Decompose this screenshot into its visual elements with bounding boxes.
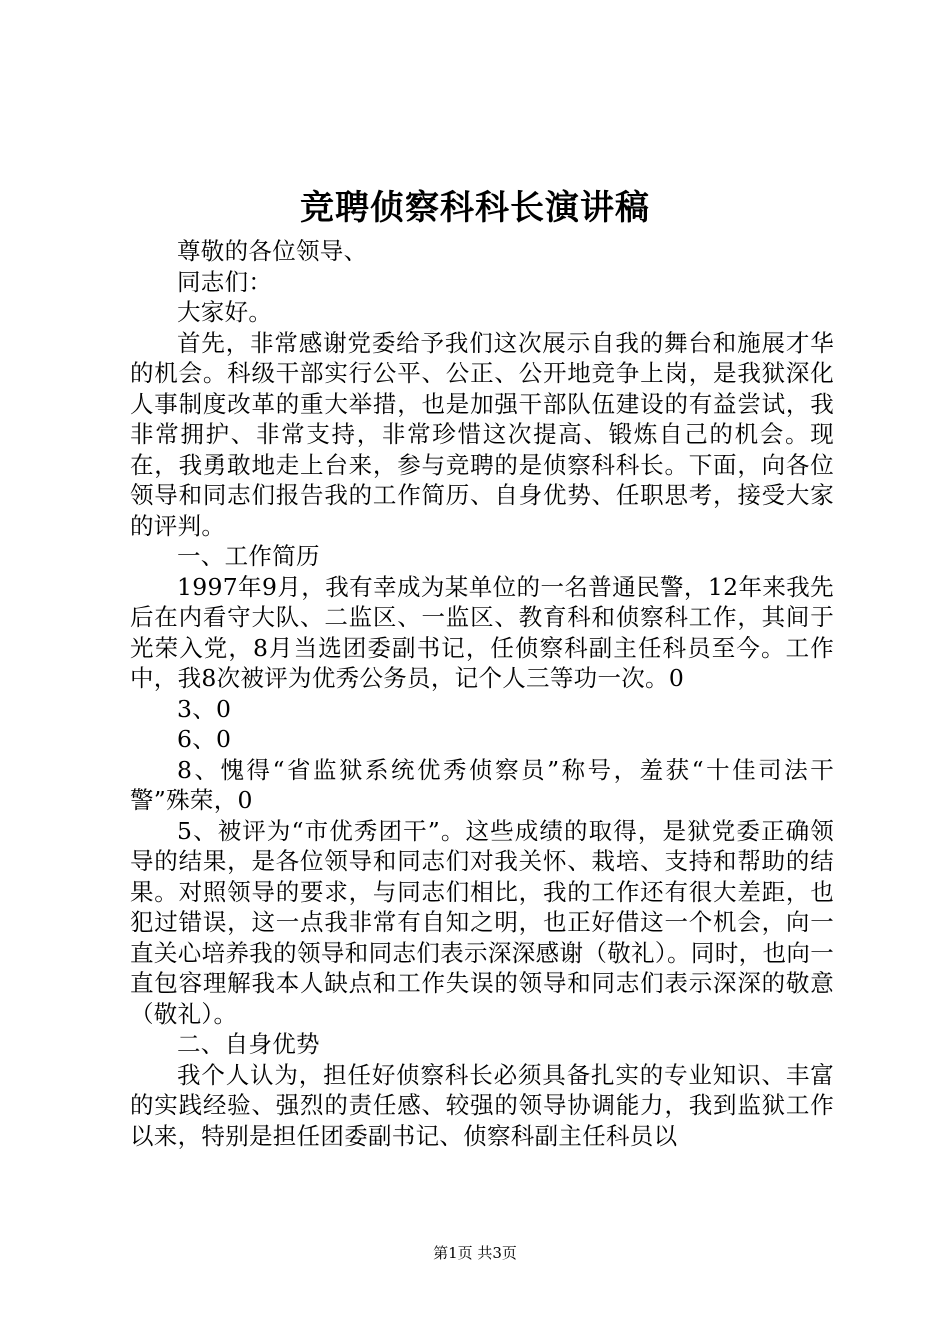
- salutation-line-2: 同志们：: [177, 267, 273, 296]
- list-item: 6、0: [177, 725, 232, 753]
- work-history-paragraph: 1997年9月，我有幸成为某单位的一名普通民警，12年来我先后在内看守大队、二监区、一监区、教育科和侦察科工作，其间于光荣入党，8月当选团委副书记，任侦察科副主任科员至今。工作中，我8次被评为优秀公务员，记个人三等功一次。0: [130, 572, 834, 692]
- list-item: 8、愧得“省监狱系统优秀侦察员”称号，羞获“十佳司法干警”殊荣，0: [130, 755, 834, 814]
- document-body: [130, 236, 834, 1151]
- intro-paragraph: 首先，非常感谢党委给予我们这次展示自我的舞台和施展才华的机会。科级干部实行公平、公正、公开地竞争上岗，是我狱深化人事制度改革的重大举措，也是加强干部队伍建设的有益尝试，我非常拥护、非常支持，非常珍惜这次提高、锻炼自己的机会。现在，我勇敢地走上台来，参与竞聘的是侦察科科长。下面，向各位领导和同志们报告我的工作简历、自身优势、任职思考，接受大家的评判。: [130, 328, 834, 540]
- section-heading-strengths: 二、自身优势: [177, 1030, 320, 1058]
- document-title: 竞聘侦察科科长演讲稿: [300, 188, 650, 228]
- page-number-footer: 第1页 共3页: [433, 1244, 517, 1262]
- strengths-paragraph: 我个人认为，担任好侦察科长必须具备扎实的专业知识、丰富的实践经验、强烈的责任感、较强的领导协调能力，我到监狱工作以来，特别是担任团委副书记、侦察科副主任科员以: [130, 1060, 834, 1150]
- salutation-line-1: 尊敬的各位领导、: [177, 237, 368, 265]
- section-heading-work-history: 一、工作简历: [177, 542, 320, 570]
- achievements-paragraph: 5、被评为“市优秀团干”。这些成绩的取得，是狱党委正确领导的结果，是各位领导和同志们对我关怀、栽培、支持和帮助的结果。对照领导的要求，与同志们相比，我的工作还有很大差距，也犯过错误，这一点我非常有自知之明，也正好借这一个机会，向一直关心培养我的领导和同志们表示深深感谢（敬礼）。同时，也向一直包容理解我本人缺点和工作失误的领导和同志们表示深深的敬意（敬礼）。: [130, 816, 834, 1028]
- greeting: 大家好。: [177, 298, 273, 326]
- list-item: 3、0: [177, 694, 232, 723]
